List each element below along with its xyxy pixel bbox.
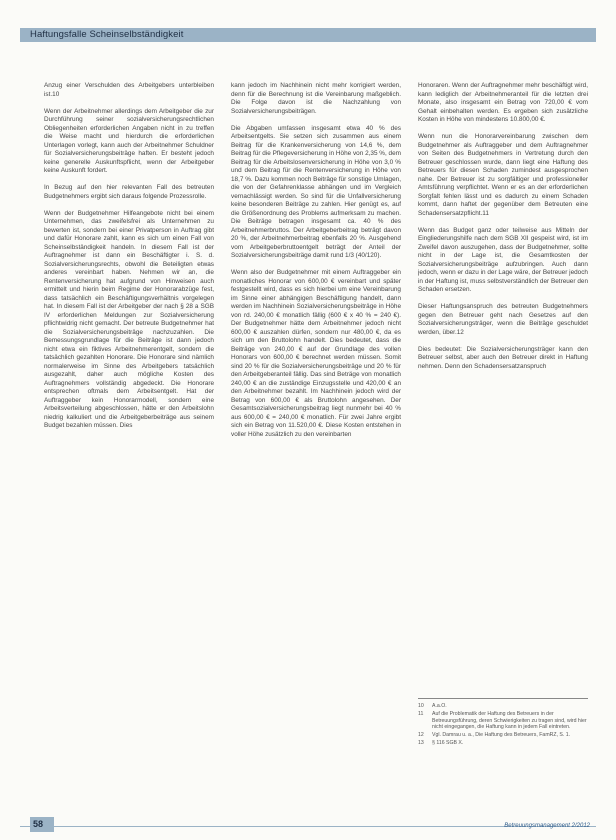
journal-name: Betreuungsmanagement 2/2012 [504,823,590,829]
footnote-text: A.a.O. [432,703,447,709]
paragraph: Anzug einer Verschulden des Arbeitgebers unterbleiben ist.10 [44,82,214,98]
text-column-2 [231,82,401,782]
paragraph: Die Abgaben umfassen insgesamt etwa 40 % des Arbeitsentgelts. Sie setzen sich zusammen aus einem Beitrag für die Krankenversicherung von 14,6 %, dem Beitrag für die Pflegeversicherung in Höhe von 2,35 %, dem Beitrag für die Arbeitslosenversicherung in Höhe von 3,0 % und dem Beitrag für die Rentenversicherung in Höhe von 18,7 %. Dazu kommen noch Beiträge für sonstige Umlagen, die von der Gefahrenklasse abhängen und im Vergleich vernachlässigt werden. So sind für die Unfallversicherung keine besonderen Beiträge zu zahlen. Hier genügt es, auf die Größenordnung des Problems aufmerksam zu machen. Die Beiträge betragen insgesamt ca. 40 % des Arbeitnehmerbruttos. Der Arbeitgeberbeitrag beträgt davon 20 %, der Arbeitnehmerbeitrag ebenfalls 20 %. Ausgehend vom Arbeitgeberbruttoentgelt beträgt der Anteil der Sozialversicherungsbeiträge damit rund 1/3 (40/120). [231,124,401,259]
page-number: 58 [33,819,44,829]
footnote-number: 13 [418,739,424,746]
footnote-number: 10 [418,703,424,709]
footnotes [418,698,588,748]
footnote-text: Vgl. Damrau u. a., Die Haftung des Betreuers, FamRZ, S. 1. [432,732,571,739]
text-column-3 [418,82,588,692]
paragraph: Dies bedeutet: Die Sozialversicherungsträger kann den Betreuer selbst, aber auch den Betreuer direkt in Haftung nehmen. Denn den Schadensersatzanspruch [418,345,588,370]
paragraph: In Bezug auf den hier relevanten Fall des betreuten Budgetnehmers ergibt sich daraus folgende Prozessrolle. [44,184,214,200]
paragraph: Dieser Haftungsanspruch des betreuten Budgetnehmers gegen den Betreuer geht nach Gesetzes auf den Sozialversicherungsträger, wenn die Beiträge geschuldet werden, über.12 [418,303,588,336]
footnote-number: 11 [418,710,424,717]
text-column-1 [44,82,214,782]
footnote [418,703,588,710]
footnote [418,711,588,731]
paragraph: Wenn nun die Honorarvereinbarung zwischen dem Budgetnehmer als Auftraggeber und dem Auftragnehmer von Seiten des Budgetnehmers in Vertretung durch den Betreuer geschlossen wurde, dann liegt eine Haftung des Betreuers für diesen Schaden zumindest ausgesprochen nahe. Der Betreuer ist zu sorgfältiger und professioneller Amtsführung verpflichtet. Wenn er es an der erforderlichen Sorgfalt fehlen lässt und es dadurch zu einem Schaden kommt, dann haftet der gegenüber dem Betreuten eine Schadensersatzpflicht.11 [418,133,588,217]
paragraph: Wenn der Budgetnehmer Hilfeangebote nicht bei einem Unternehmen, das zweifelsfrei als Unternehmen zu bewerten ist, sondern bei einer Privatperson in Auftrag gibt und dafür Honorare zahlt, kann es sich um einen Fall von Scheinselbständigkeit handeln. In diesem Fall ist der Auftragnehmer ist dann ein Beschäftigter i. S. d. Sozialversicherungsrechts, obwohl die Beteiligten etwas anderes vereinbart haben. Nehmen wir an, die Rentenversicherung hat aufgrund von Hinweisen auch ermittelt und hierin beim Regime der Honorarabzüge fest, dass tatsächlich ein Beschäftigungsverhältnis vorgelegen hat. In diesem Fall ist der Arbeitgeber der nach § 28 a SGB IV erforderlichen Meldungen zur Sozialversicherung pflichtwidrig nicht gemacht. Der betreute Budgetnehmer hat die Sozialversicherungsbeiträge nachzuzahlen. Die Bemessungsgrundlage für die Beiträge ist dann jedoch nicht etwa ein fiktives Arbeitnehmerentgelt, sondern die tatsächlich gezahlten Honorare. Die Honorare sind nämlich normalerweise im Sinne des Arbeitgebers tatsächlich ausgezahlt, daher auch mögliche Kosten des Auftragnehmers vollständig abgedeckt. Die Honorare entsprechen oftmals dem Arbeitsentgelt. Hat der Auftraggeber kein Honorarmodell, sondern eine Arbeitsverteilung abgeschlossen, hätte er den Arbeitslohn niedrig kalkuliert und die Arbeitgeberbeiträge aus seinem Budget bezahlen müssen. Dies [44,209,214,429]
paragraph: Wenn der Arbeitnehmer allerdings dem Arbeitgeber die zur Durchführung seiner sozialversicherungsrechtlichen Obliegenheiten erforderlichen Angaben nicht in zu treffen die Weise macht und hierdurch die erforderlichen Unterlagen vorlegt, kann auch der Arbeitnehmer Schuldner für Sozialversicherungsbeiträge haften. Er besteht jedoch keine generelle Auskunftspflicht, wenn der Arbeitgeber keine Auskunft fordert. [44,107,214,174]
paragraph: Wenn also der Budgetnehmer mit einem Auftraggeber ein monatliches Honorar von 600,00 € vereinbart und später festgestellt wird, dass es sich hierbei um eine Vereinbarung im Sinne einer abhängigen Beschäftigung handelt, dann werden im Nachhinein Sozialversicherungsbeiträge in Höhe von rd. 240,00 € monatlich fällig (600 € x 40 % = 240 €). Der Budgetnehmer hätte dem Arbeitnehmer jedoch nicht 600,00 € auszahlen dürfen, sondern nur 480,00 €, da es sich um den Bruttolohn handelt. Dies bedeutet, dass die Beiträge von 240,00 € auf der Grundlage des vollen Honorars von 600,00 € berechnet werden müssen. Somit sind 20 % für die Sozialversicherungsbeiträge und 20 % für den Arbeitgeberanteil fällig. Das sind Beträge von monatlich 240,00 € an die zuständige Einzugsstelle und 420,00 € an den Arbeitnehmer bezahlt. Im Nachhinein jedoch wird der Betrag von 600,00 € als Bruttolohn angesehen. Der Gesamtsozialversicherungsbeitrag liegt nunmehr bei 40 % aus 600,00 € = 240,00 € monatlich. Für zwei Jahre ergibt sich ein Betrag von 11.520,00 €. Diese Kosten entstehen in voller Höhe zusätzlich zu den vereinbarten [231,269,401,438]
paragraph: kann jedoch im Nachhinein nicht mehr korrigiert werden, denn für die Berechnung ist die Vereinbarung maßgeblich. Die Folge davon ist die Nachzahlung von Sozialversicherungsbeiträgen. [231,82,401,115]
paragraph: Wenn das Budget ganz oder teilweise aus Mitteln der Eingliederungshilfe nach dem SGB XII gespeist wird, ist im Zweifel davon auszugehen, dass der Budgetnehmer, sollte nicht in der Lage ist, die Gesamtkosten der Sozialversicherungsbeiträge aufzubringen. Auch dann jedoch, wenn er dazu in der Lage wäre, der Betreuer jedoch in der Haftung ist, muss selbstverständlich der Betreuer den Schaden ersetzen. [418,226,588,293]
footnote-text: § 116 SGB X. [432,739,464,746]
page-header-title: Haftungsfalle Scheinselbständigkeit [30,29,184,40]
footnote-text: Auf die Problematik der Haftung des Betreuers in der Betreuungsführung, deren Schwierigkeiten zu tragen sind, wird hier nicht eingegangen, die Haftung kann in jedem Fall eintreten. [432,710,587,731]
footnote-number: 12 [418,732,424,739]
footnote [418,740,588,747]
footnote [418,732,588,739]
paragraph: Honoraren. Wenn der Auftragnehmer mehr beschäftigt wird, kann lediglich der Arbeitnehmeranteil für die letzten drei Monate, also insgesamt ein Betrag von 720,00 € vom Gehalt einbehalten werden. Es ergeben sich zusätzliche Kosten in Höhe von mindestens 10.800,00 €. [418,82,588,123]
